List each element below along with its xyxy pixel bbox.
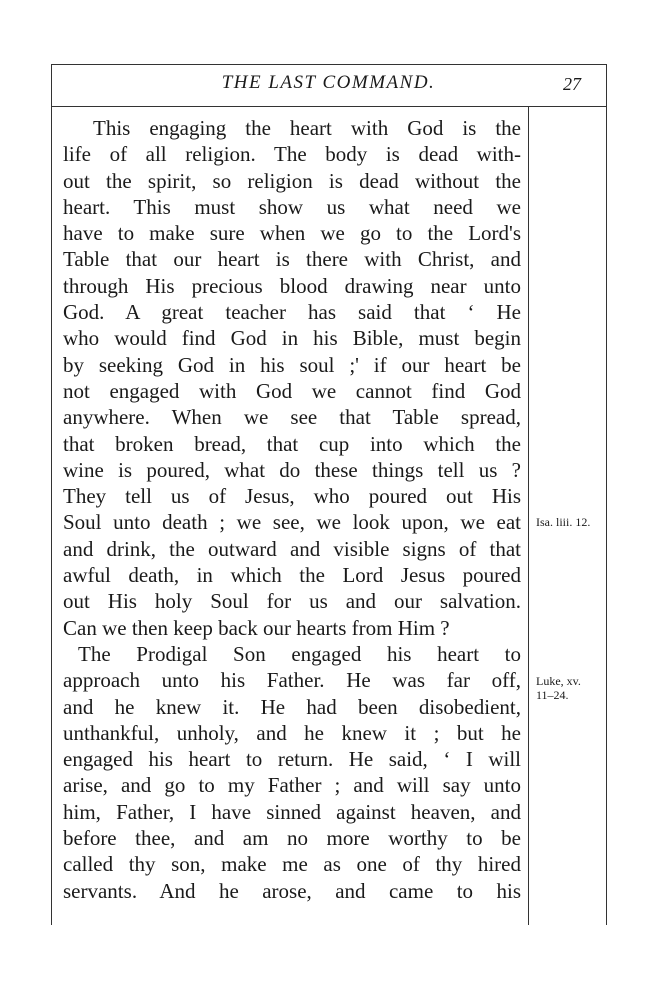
page-number: 27 (563, 74, 581, 94)
text-line: by seeking God in his soul ;' if our heart be (63, 352, 521, 377)
body-text (63, 115, 521, 904)
text-line: that broken bread, that cup into which the (63, 431, 521, 456)
text-line: They tell us of Jesus, who poured out His (63, 484, 521, 509)
text-line: Soul unto death ; we see, we look upon, we eat (63, 510, 521, 535)
margin-note-luke (536, 674, 581, 702)
text-line: who would find God in his Bible, must begin (63, 326, 521, 351)
margin-note-luke-line2: 11–24. (536, 688, 569, 702)
text-line: and he knew it. He had been disobedient, (63, 694, 521, 719)
text-line: out His holy Soul for us and our salvation. (63, 589, 521, 614)
text-line: awful death, in which the Lord Jesus poured (63, 563, 521, 588)
text-line: out the spirit, so religion is dead without the (63, 168, 521, 193)
text-line: arise, and go to my Father ; and will say unto (63, 773, 521, 798)
text-line: and drink, the outward and visible signs of that (63, 536, 521, 561)
margin-note-luke-line1: Luke, xv. (536, 674, 581, 688)
text-line: before thee, and am no more worthy to be (63, 826, 521, 851)
text-line: servants. And he arose, and came to his (63, 878, 521, 903)
margin-rule (528, 106, 529, 925)
frame-right-rule (606, 64, 607, 925)
frame-top-rule (51, 64, 606, 65)
text-line: called thy son, make me as one of thy hired (63, 852, 521, 877)
text-line: anywhere. When we see that Table spread, (63, 405, 521, 430)
text-line: him, Father, I have sinned against heaven, and (63, 799, 521, 824)
text-line: wine is poured, what do these things tell us ? (63, 457, 521, 482)
text-line: engaged his heart to return. He said, ‘ I will (63, 747, 521, 772)
frame-left-rule (51, 64, 52, 925)
text-line: approach unto his Father. He was far off, (63, 668, 521, 693)
margin-note-isaiah: Isa. liii. 12. (536, 515, 591, 529)
text-line: Table that our heart is there with Christ, and (63, 247, 521, 272)
text-line: unthankful, unholy, and he knew it ; but he (63, 720, 521, 745)
text-line: Can we then keep back our hearts from Him ? (63, 615, 450, 640)
text-line: have to make sure when we go to the Lord's (63, 221, 521, 246)
header-rule (51, 106, 606, 107)
text-line: life of all religion. The body is dead with- (63, 142, 521, 167)
text-line: not engaged with God we cannot find God (63, 378, 521, 403)
text-line: heart. This must show us what need we (63, 194, 521, 219)
text-line: God. A great teacher has said that ‘ He (63, 300, 521, 325)
text-line: This engaging the heart with God is the (93, 116, 521, 140)
text-line: The Prodigal Son engaged his heart to (78, 641, 521, 666)
text-line: through His precious blood drawing near unto (63, 273, 521, 298)
running-title: THE LAST COMMAND. (221, 72, 436, 93)
